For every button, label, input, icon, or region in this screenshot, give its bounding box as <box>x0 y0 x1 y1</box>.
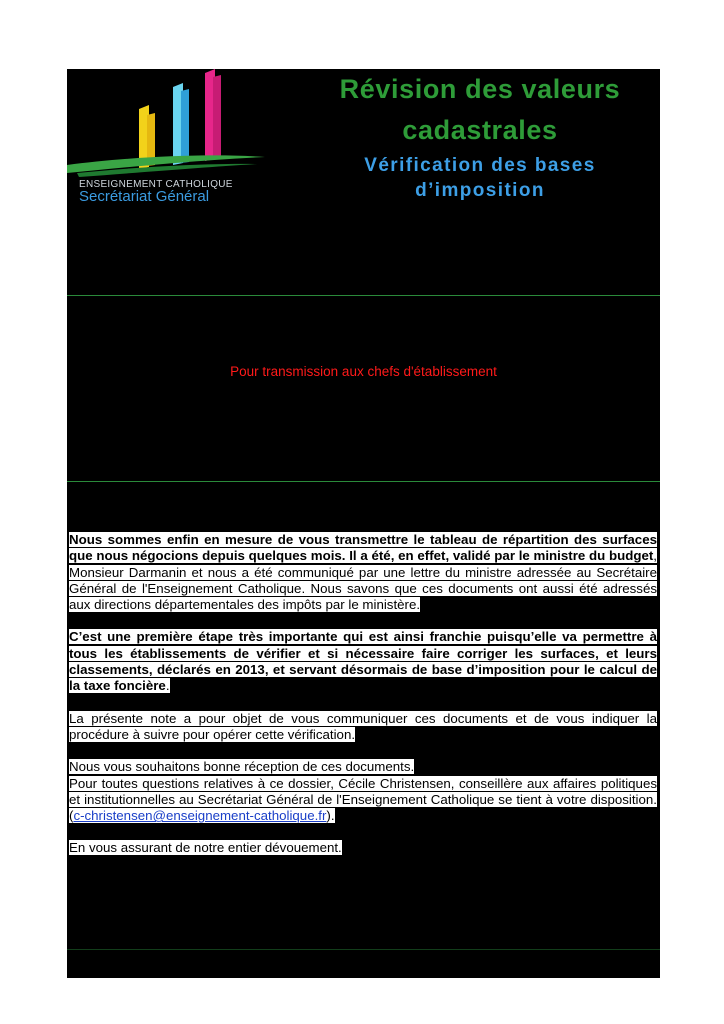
paragraph-5 <box>69 840 657 856</box>
closing-text: En vous assurant de notre entier dévouement. <box>69 840 342 856</box>
transmission-notice: Pour transmission aux chefs d'établissement <box>230 364 497 379</box>
paragraph-1-rest: , Monsieur Darmanin et nous a été communiqué par une lettre du ministre adressée au Secrétaire Général de l'Enseignement Catholique. Nous savons que ces documents ont aussi été adressés aux directions départementales des impôts par le ministère. <box>69 548 657 613</box>
logo-org-name: ENSEIGNEMENT CATHOLIQUE <box>79 179 233 190</box>
paragraph-2 <box>69 629 657 694</box>
contact-email-link[interactable]: c-christensen@enseignement-catholique.fr <box>73 808 327 824</box>
paragraph-3-text: La présente note a pour objet de vous communiquer ces documents et de vous indiquer la procédure à suivre pour opérer cette vérification. <box>69 710 657 742</box>
page-subtitle <box>302 153 658 203</box>
paragraph-1 <box>69 532 657 613</box>
logo-sub-name: Secrétariat Général <box>79 188 210 205</box>
paragraph-2-end: . <box>165 678 170 694</box>
title-line-1: Révision des valeurs <box>339 74 621 104</box>
divider-middle <box>67 481 660 482</box>
paragraph-4-line-1: Nous vous souhaitons bonne réception de ces documents. <box>69 759 415 775</box>
paragraph-4-end: ). <box>326 808 335 824</box>
paragraph-4-line-2: Pour toutes questions relatives à ce dossier, Cécile Christensen, conseillère aux affaires politiques et institutionnelles au Secrétariat Général de l'Enseignement Catholique se tient à votre disposition. ( <box>69 775 657 824</box>
page-title <box>302 69 658 151</box>
paragraph-4 <box>69 759 657 824</box>
subtitle-line-1: Vérification des bases <box>364 155 596 176</box>
document-page <box>67 69 660 978</box>
paragraph-1-bold: Nous sommes enfin en mesure de vous transmettre le tableau de répartition des surfaces que nous négocions depuis quelques mois. Il a été, en effet, validé par le ministre du budget <box>69 532 657 564</box>
paragraph-2-bold: C’est une première étape très importante qui est ainsi franchie puisqu’elle va permettre à tous les établissements de vérifier et si nécessaire faire corriger les surfaces, et leurs classements, déclarés en 2013, et servant désormais de base d’imposition pour le calcul de la taxe foncière <box>69 629 657 694</box>
letter-body <box>69 532 657 873</box>
divider-bottom <box>67 949 660 950</box>
divider-top <box>67 295 660 296</box>
enseignement-catholique-logo <box>67 69 297 209</box>
subtitle-line-2: d’imposition <box>415 180 545 201</box>
title-line-2: cadastrales <box>402 115 558 145</box>
paragraph-3 <box>69 711 657 744</box>
